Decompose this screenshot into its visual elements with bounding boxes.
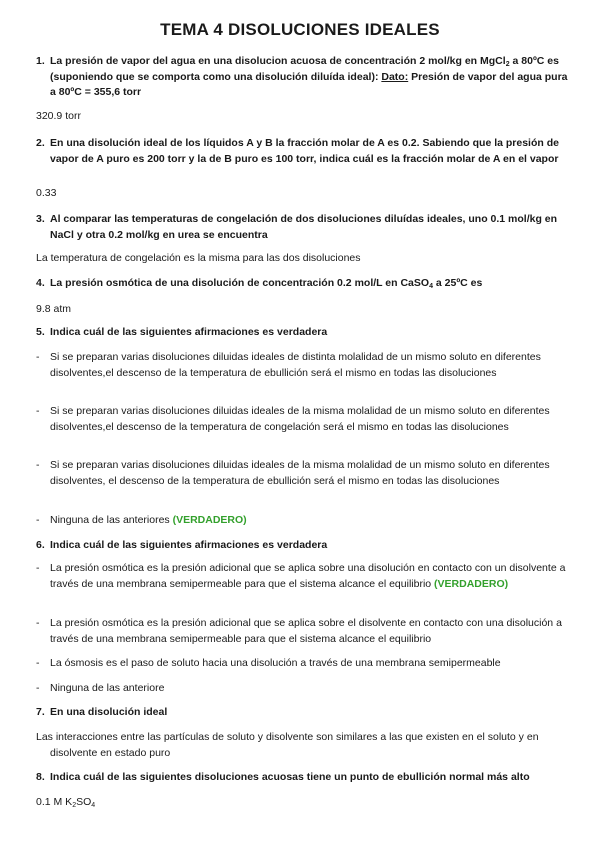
question-text: Indica cuál de las siguientes afirmaciones es verdadera: [50, 326, 328, 338]
answer-1: 320.9 torr: [36, 110, 81, 122]
answer-7: Las interacciones entre las partículas de soluto y disolvente son similares a las que existen en el soluto y en disolvente en estado puro: [36, 731, 539, 759]
answer-2: 0.33: [36, 187, 57, 199]
bullet-dash: -: [36, 657, 40, 669]
question-5: [36, 325, 576, 341]
data-label: Dato:: [381, 70, 409, 83]
option-item: [36, 561, 576, 592]
option-item: [36, 681, 576, 697]
question-number: 7.: [36, 706, 45, 718]
option-text: La presión osmótica es la presión adicional que se aplica sobre el disolvente en contacto con una disolución a través de una membrana semipermeable para que el sistema alcance el equilibrio: [50, 617, 562, 645]
option-item: [36, 458, 576, 489]
question-number: 5.: [36, 326, 45, 338]
option-text: Si se preparan varias disoluciones diluidas ideales de la misma molalidad de un mismo soluto en diferentes disolventes, el descenso de la temperatura de ebullición será el mismo en todas las disoluciones: [50, 459, 550, 487]
question-number: 1.: [36, 55, 45, 67]
question-8: [36, 770, 576, 786]
question-text: Al comparar las temperaturas de congelación de dos disoluciones diluídas ideales, uno 0.1 mol/kg en NaCl y otra 0.2 mol/kg en urea se encuentra: [50, 213, 558, 241]
question-2: [36, 136, 576, 167]
question-4: [36, 276, 576, 292]
option-item: [36, 350, 576, 381]
question-text: Indica cuál de las siguientes disoluciones acuosas tiene un punto de ebullición normal más alto: [50, 771, 530, 783]
correct-tag: (VERDADERO): [434, 577, 509, 590]
bullet-dash: -: [36, 459, 40, 471]
question-text: En una disolución ideal de los líquidos A y B la fracción molar de A es 0.2. Sabiendo que la presión de vapor de A puro es 200 torr y la de B puro es 100 torr, indica cuál es la fracción molar de A en el vapor: [50, 137, 559, 165]
option-item: [36, 513, 576, 529]
answer-4: 9.8 atm: [36, 303, 72, 315]
option-text: Ninguna de las anteriores (VERDADERO): [50, 514, 247, 526]
option-text: Si se preparan varias disoluciones diluidas ideales de distinta molalidad de un mismo soluto en diferentes disolventes,el descenso de la temperatura de ebullición será el mismo en todas las disoluciones: [50, 351, 541, 379]
bullet-dash: -: [36, 351, 40, 363]
option-item: [36, 616, 576, 647]
question-7: [36, 705, 576, 721]
question-number: 6.: [36, 539, 45, 551]
page-title: TEMA 4 DISOLUCIONES IDEALES: [160, 20, 440, 39]
question-number: 3.: [36, 213, 45, 225]
question-number: 8.: [36, 771, 45, 783]
option-text: Si se preparan varias disoluciones diluidas ideales de la misma molalidad de un mismo soluto en diferentes disolventes,el descenso de la temperatura de congelación será el mismo en todas las disoluciones: [50, 405, 550, 433]
question-text: Indica cuál de las siguientes afirmaciones es verdadera: [50, 539, 328, 551]
correct-tag: (VERDADERO): [172, 514, 247, 526]
answer-3: La temperatura de congelación es la misma para las dos disoluciones: [36, 252, 361, 264]
answer-8: 0.1 M $K_2SO_4$: [36, 796, 96, 809]
bullet-dash: -: [36, 405, 40, 417]
option-text: Ninguna de las anteriore: [50, 682, 165, 694]
question-text: En una disolución ideal: [50, 706, 168, 718]
option-text: La ósmosis es el paso de soluto hacia una disolución a través de una membrana semipermeable: [50, 657, 501, 669]
bullet-dash: -: [36, 617, 40, 629]
option-item: [36, 656, 576, 672]
question-number: 2.: [36, 137, 45, 149]
question-1: [36, 54, 576, 101]
option-text: La presión osmótica es la presión adicional que se aplica sobre una disolución en contacto con un disolvente a través de una membrana semipermeable para que el sistema alcance el equilibrio (VERDADERO): [50, 562, 566, 590]
option-item: [36, 404, 576, 435]
question-text: La presión de vapor del agua en una disolucion acuosa de concentración 2 mol/kg en MgCl$_2$ a 80ºC es (suponiendo que se comporta como una disolución diluída ideal): Dato: Presión de vapor del agua pura a 80ºC = 355,6 torr: [50, 55, 568, 98]
question-6: [36, 538, 576, 554]
bullet-dash: -: [36, 514, 40, 526]
question-text: La presión osmótica de una disolución de concentración 0.2 mol/L en CaSO$_4$ a 25ºC es: [50, 277, 483, 290]
bullet-dash: -: [36, 562, 40, 574]
bullet-dash: -: [36, 682, 40, 694]
question-3: [36, 212, 576, 243]
question-number: 4.: [36, 277, 45, 289]
